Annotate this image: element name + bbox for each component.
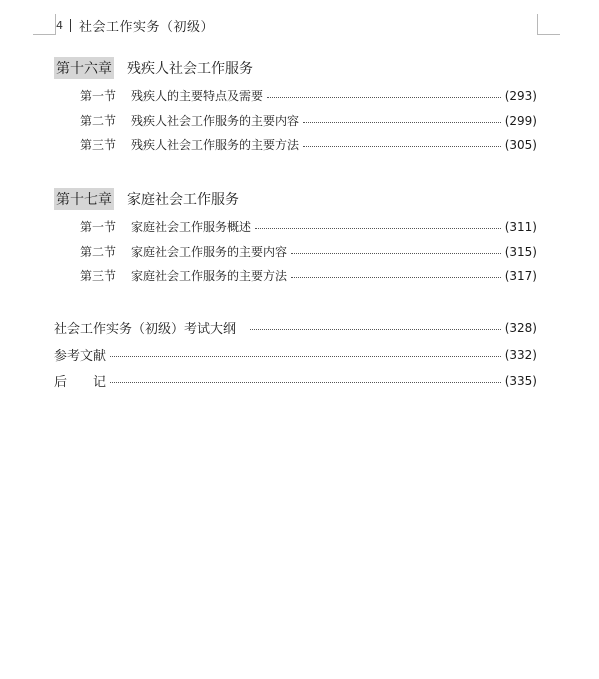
toc-entry[interactable] [80,218,537,235]
page-reference: (317) [504,268,537,283]
chapter-number: 第十七章 [54,188,114,210]
chapter-heading[interactable] [54,188,239,210]
toc-entry[interactable] [80,112,537,129]
chapter-title: 残疾人社会工作服务 [127,61,253,77]
toc-entry[interactable] [54,318,537,337]
dot-leader [303,122,501,123]
section-title: 残疾人社会工作服务的主要方法 [131,138,300,152]
page-reference: (311) [504,219,537,234]
dot-leader [303,146,501,147]
entry-title: 后 记 [54,375,107,390]
header-separator [70,19,71,32]
page-reference: (293) [504,88,537,103]
section-title: 家庭社会工作服务的主要方法 [131,269,288,283]
page-reference: (315) [504,244,537,259]
section-number: 第二节 [80,245,117,259]
dot-leader [255,228,501,229]
section-number: 第二节 [80,114,117,128]
section-number: 第三节 [80,138,117,152]
dot-leader [110,356,501,357]
section-number: 第一节 [80,89,117,103]
running-header [56,16,214,35]
dot-leader [267,97,501,98]
chapter-heading[interactable] [54,57,253,79]
toc-entry[interactable] [54,371,537,390]
toc-entry[interactable] [80,136,537,153]
page-reference: (335) [504,373,537,388]
crop-mark-right [537,14,560,35]
entry-title: 参考文献 [54,349,107,364]
header-page-number: 4 [56,19,63,32]
crop-mark-left [33,14,56,35]
page-reference: (332) [504,347,537,362]
section-number: 第三节 [80,269,117,283]
chapter-title: 家庭社会工作服务 [127,192,239,208]
dot-leader [110,382,501,383]
toc-entry[interactable] [80,243,537,260]
section-number: 第一节 [80,220,117,234]
chapter-number: 第十六章 [54,57,114,79]
page-reference: (299) [504,113,537,128]
page-reference: (305) [504,137,537,152]
toc-entry[interactable] [54,345,537,364]
entry-title: 社会工作实务（初级）考试大纲 [54,322,237,337]
toc-entry[interactable] [80,87,537,104]
dot-leader [291,277,501,278]
section-title: 残疾人社会工作服务的主要内容 [131,114,300,128]
section-title: 残疾人的主要特点及需要 [131,89,264,103]
page-reference: (328) [504,320,537,335]
toc-entry[interactable] [80,267,537,284]
dot-leader [291,253,501,254]
dot-leader [250,329,501,330]
section-title: 家庭社会工作服务的主要内容 [131,245,288,259]
header-title: 社会工作实务（初级） [79,20,215,35]
section-title: 家庭社会工作服务概述 [131,220,252,234]
